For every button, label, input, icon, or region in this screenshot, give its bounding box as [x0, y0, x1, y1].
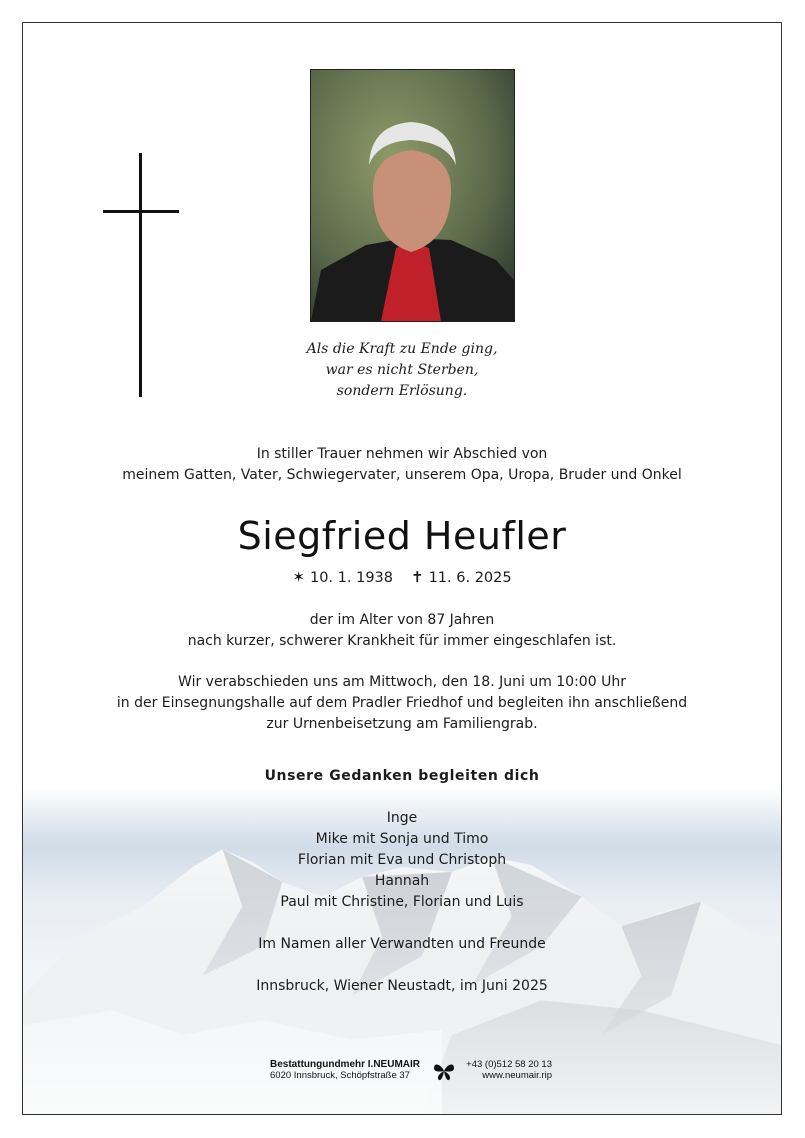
- intro-line: In stiller Trauer nehmen wir Abschied von: [256, 446, 548, 462]
- portrait-photo: [310, 69, 515, 322]
- family-member: Hannah: [374, 873, 430, 889]
- birth-star-icon: ✶: [292, 568, 305, 586]
- intro-line: meinem Gatten, Vater, Schwiegervater, unserem Opa, Uropa, Bruder und Onkel: [122, 467, 682, 483]
- funeral-home-contact: [466, 1059, 552, 1081]
- funeral-home-phone: +43 (0)512 58 20 13: [466, 1059, 552, 1070]
- thoughts-heading: Unsere Gedanken begleiten dich: [264, 768, 540, 784]
- age-text: [23, 610, 781, 652]
- service-line: Wir verabschieden uns am Mittwoch, den 18. Juni um 10:00 Uhr: [178, 674, 626, 690]
- intro-text: [23, 444, 781, 486]
- family-member: Mike mit Sonja und Timo: [315, 831, 489, 847]
- poem-line: sondern Erlösung.: [336, 383, 468, 399]
- family-member: Paul mit Christine, Florian und Luis: [280, 894, 524, 910]
- age-line: nach kurzer, schwerer Krankheit für immer eingeschlafen ist.: [187, 633, 617, 649]
- death-cross-icon: ✝: [411, 568, 424, 586]
- funeral-home-footer: [270, 1059, 552, 1087]
- service-line: in der Einsegnungshalle auf dem Pradler Friedhof und begleiten ihn anschließend: [116, 695, 688, 711]
- life-dates: [23, 567, 781, 589]
- poem-line: war es nicht Sterben,: [325, 362, 479, 378]
- age-line: der im Alter von 87 Jahren: [309, 612, 495, 628]
- deceased-name: Siegfried Heufler: [237, 514, 567, 558]
- poem-line: Als die Kraft zu Ende ging,: [306, 341, 498, 357]
- funeral-home-website[interactable]: www.neumair.rip: [482, 1070, 552, 1081]
- service-line: zur Urnenbeisetzung am Familiengrab.: [266, 716, 538, 732]
- relatives-line: Im Namen aller Verwandten und Freunde: [258, 936, 546, 952]
- funeral-home-address: 6020 Innsbruck, Schöpfstraße 37: [270, 1070, 410, 1081]
- family-member: Florian mit Eva und Christoph: [297, 852, 507, 868]
- place-date: Innsbruck, Wiener Neustadt, im Juni 2025: [256, 978, 548, 994]
- poem: [23, 339, 781, 402]
- butterfly-icon: [432, 1059, 456, 1083]
- family-list: [23, 808, 781, 913]
- death-date: 11. 6. 2025: [428, 570, 512, 586]
- family-member: Inge: [386, 810, 418, 826]
- birth-date: 10. 1. 1938: [309, 570, 393, 586]
- funeral-home-info: [270, 1059, 420, 1081]
- funeral-home-name: Bestattungundmehr I.NEUMAIR: [270, 1059, 420, 1070]
- service-text: [23, 672, 781, 735]
- obituary-card: [22, 22, 782, 1115]
